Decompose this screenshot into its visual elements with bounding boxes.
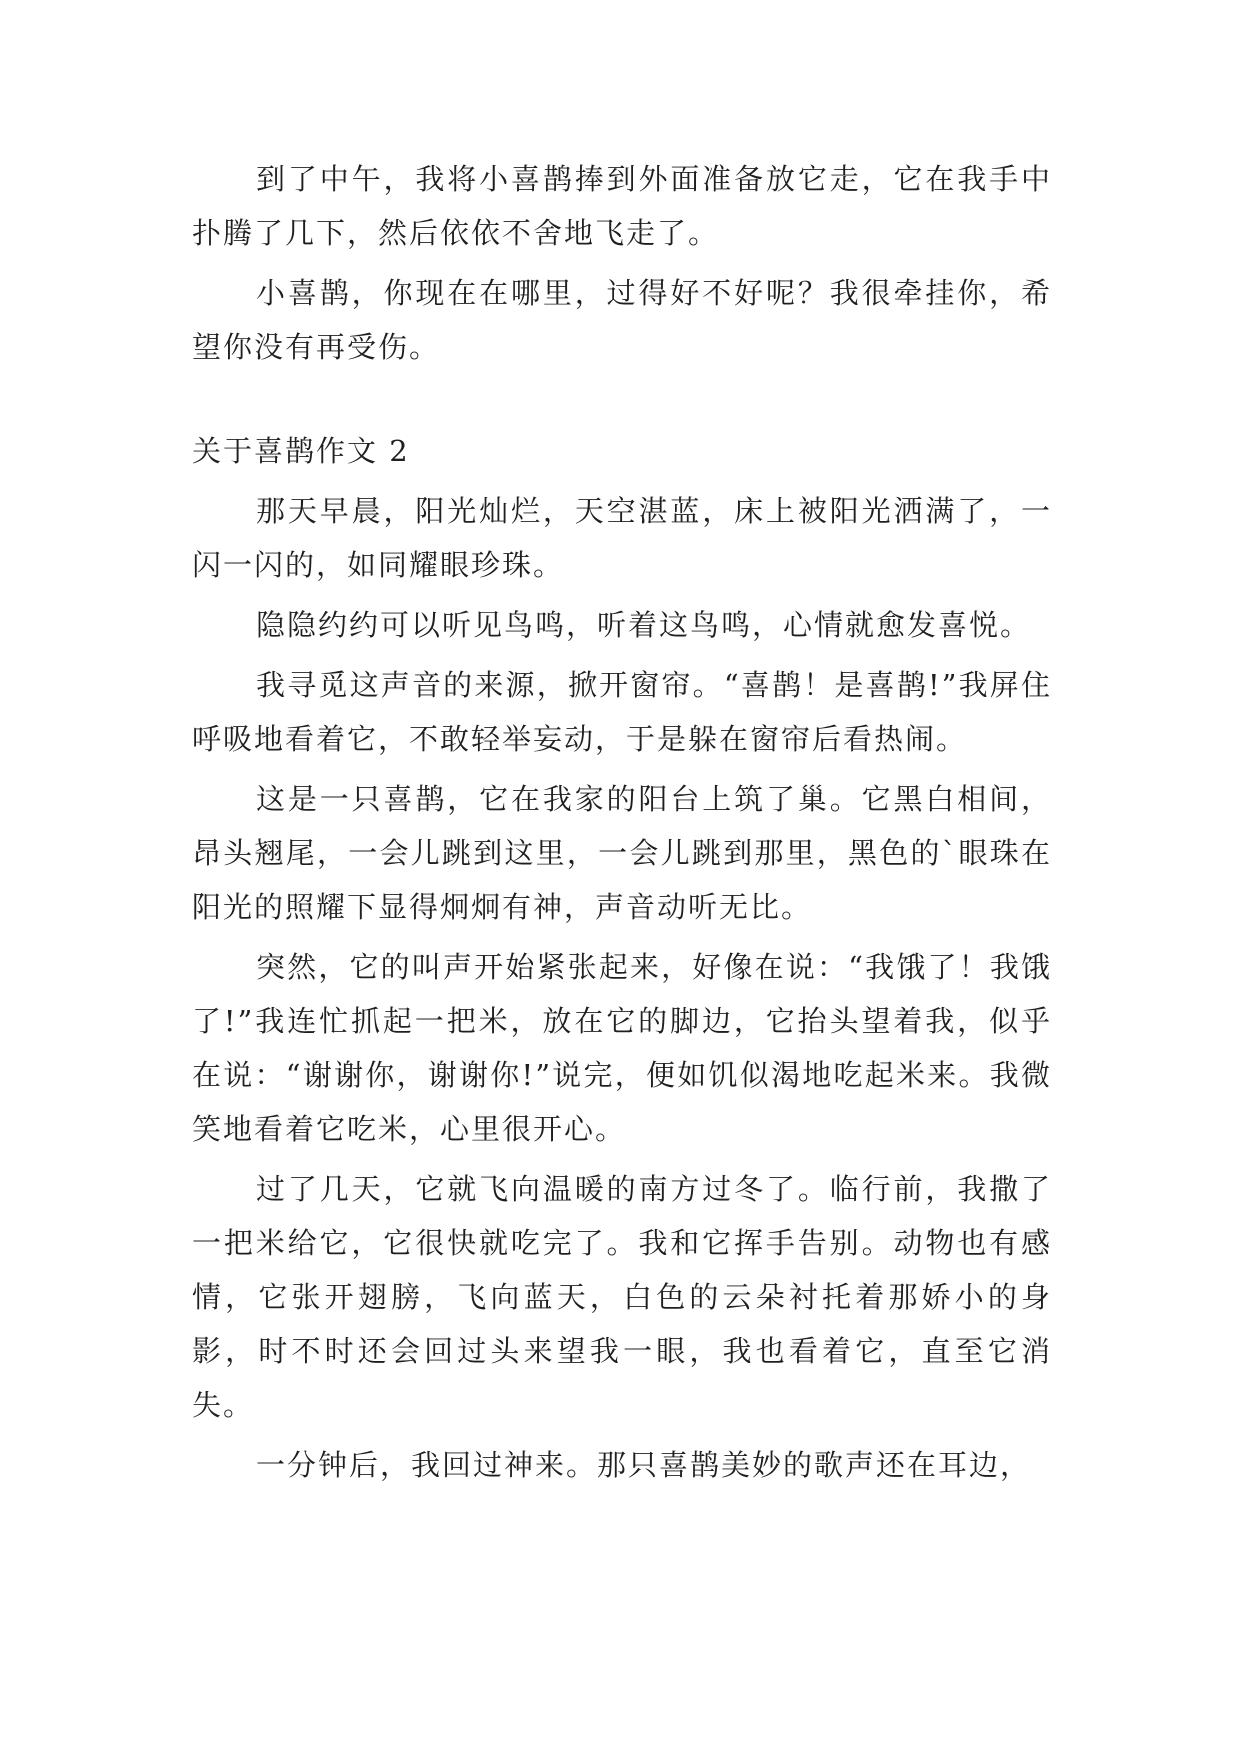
paragraph-release-bird: 到了中午，我将小喜鹊捧到外面准备放它走，它在我手中扑腾了几下，然后依依不舍地飞走了。 <box>192 162 1052 250</box>
essay-heading: 关于喜鹊作文 2 <box>192 434 410 468</box>
paragraph-nest: 这是一只喜鹊，它在我家的阳台上筑了巢。它黑白相间，昂头翘尾，一会儿跳到这里，一会儿跳到那里，黑色的`眼珠在阳光的照耀下显得炯炯有神，声音动听无比。 <box>192 782 1052 924</box>
document-page <box>192 152 1052 1492</box>
paragraph-birdsong: 隐隐约约可以听见鸟鸣，听着这鸟鸣，心情就愈发喜悦。 <box>256 608 1032 642</box>
paragraph-miss-bird: 小喜鹊，你现在在哪里，过得好不好呢？我很牵挂你，希望你没有再受伤。 <box>192 276 1052 364</box>
paragraph-morning: 那天早晨，阳光灿烂，天空湛蓝，床上被阳光洒满了，一闪一闪的，如同耀眼珍珠。 <box>192 494 1052 582</box>
paragraph-feeding: 突然，它的叫声开始紧张起来，好像在说：“我饿了！我饿了!”我连忙抓起一把米，放在它的脚边，它抬头望着我，似乎在说：“谢谢你，谢谢你!”说完，便如饥似渴地吃起米来。我微笑地看着它吃米，心里很开心。 <box>192 950 1052 1146</box>
paragraph-farewell: 过了几天，它就飞向温暖的南方过冬了。临行前，我撒了一把米给它，它很快就吃完了。我和它挥手告别。动物也有感情，它张开翅膀，飞向蓝天，白色的云朵衬托着那娇小的身影，时不时还会回过头来望我一眼，我也看着它，直至它消失。 <box>192 1172 1052 1422</box>
paragraph-aftermath: 一分钟后，我回过神来。那只喜鹊美妙的歌声还在耳边， <box>256 1448 1032 1482</box>
paragraph-curtain: 我寻觅这声音的来源，掀开窗帘。“喜鹊！是喜鹊!”我屏住呼吸地看着它，不敢轻举妄动，于是躲在窗帘后看热闹。 <box>192 668 1052 756</box>
